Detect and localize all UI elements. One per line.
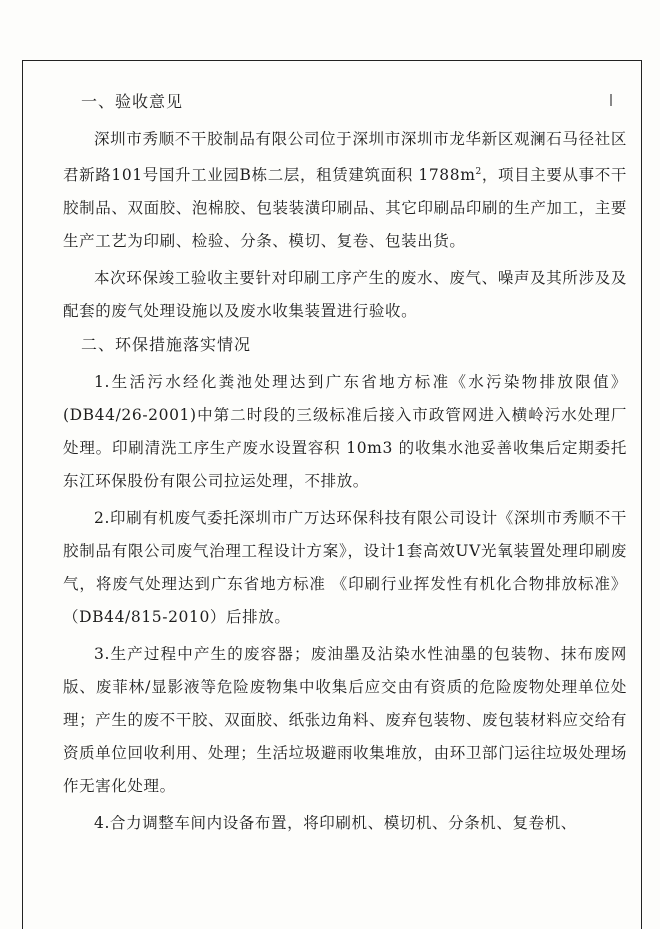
measure-item-3: 3.生产过程中产生的废容器；废油墨及沾染水性油墨的包装物、抹布废网版、废菲林/显影液等危险废物集中收集后应交由有资质的危险废物处理单位处理；产生的废不干胶、双面胶、纸张边角料、废弃包装物、废包装材料应交给有资质单位回收利用、处理；生活垃圾避雨收集堆放，由环卫部门运往垃圾处理场作无害化处理。 <box>63 645 627 796</box>
section-1-paragraph-2: 本次环保竣工验收主要针对印刷工序产生的废水、废气、噪声及其所涉及及配套的废气处理设施以及废水收集装置进行验收。 <box>63 269 627 321</box>
p1-text-before: 深圳市秀顺不干胶制品有限公司位于深圳市深圳市龙华新区观澜石马径社区君新路101号国升工业园B栋二层，租赁建筑面积 1788m <box>63 130 627 185</box>
measure-item-2: 2.印刷有机废气委托深圳市广万达环保科技有限公司设计《深圳市秀顺不干胶制品有限公司废气治理工程设计方案》，设计1套高效UV光氧装置处理印刷废气，将废气处理达到广东省地方标准 《印刷行业挥发性有机化合物排放标准》 （DB44/815-2010）后排放。 <box>63 509 627 627</box>
section-2-heading: 二、环保措施落实情况 <box>81 335 252 355</box>
scan-mark <box>610 94 612 106</box>
p1-superscript: 2 <box>475 167 482 177</box>
measure-item-4: 4.合力调整车间内设备布置，将印刷机、模切机、分条机、复卷机、 <box>94 814 577 833</box>
section-1-heading: 一、验收意见 <box>81 92 184 111</box>
section-1-paragraph-1 <box>63 123 627 258</box>
measure-item-1: 1.生活污水经化粪池处理达到广东省地方标准《水污染物排放限值》(DB44/26-2001)中第二时段的三级标准后接入市政管网进入横岭污水处理厂处理。印刷清洗工序生产废水设置容积 10m3 的收集水池妥善收集后定期委托东江环保股份有限公司拉运处理，不排放。 <box>63 373 627 491</box>
document-frame <box>22 60 642 929</box>
p1-text-after: ，项目主要从事不干胶制品、双面胶、泡棉胶、包装装潢印刷品、其它印刷品印刷的生产加工，主要生产工艺为印刷、检验、分条、模切、复卷、包装出货。 <box>63 166 627 251</box>
